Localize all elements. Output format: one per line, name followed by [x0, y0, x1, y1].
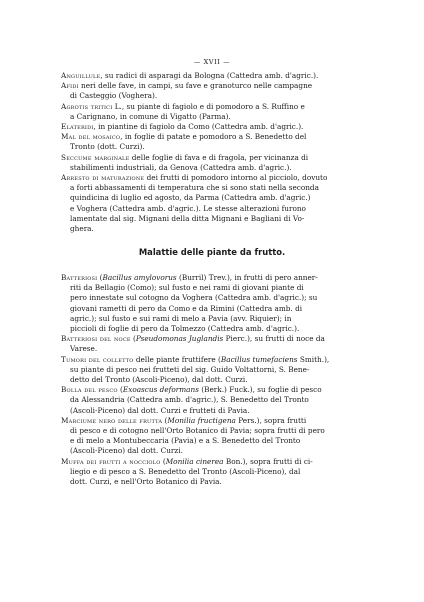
section-title: Malattie delle piante da frutto. — [138, 247, 286, 257]
entry-line: di Casteggio (Voghera). — [70, 91, 158, 101]
entry-latin-name: Monilia cinerea — [165, 456, 224, 466]
entry-line: quindicina di luglio ed agosto, da Parma (Cattedra amb. d'agric.) — [70, 193, 311, 203]
entry-first-line — [61, 355, 329, 364]
entry-first-line — [61, 122, 303, 131]
entry-term: Bolla del pesco — [61, 385, 118, 395]
entry-item — [61, 457, 361, 488]
entry-first-line — [61, 334, 325, 343]
entry-line: lamentate dal sig. Mignani della ditta Mignani e Bagliani di Vo- — [70, 213, 305, 223]
entry-line: Pers.), sopra frutti — [235, 415, 307, 425]
entry-pre: ( — [130, 334, 136, 344]
entry-latin-name: Bacillus amylovorus — [102, 273, 177, 282]
entry-line: a Carignano, in comune di Vigatto (Parma). — [70, 111, 231, 121]
entry-first-line — [61, 457, 313, 466]
entry-line: dott. Curzi, e nell'Orto Botanico di Pavia. — [70, 477, 222, 487]
entry-item — [61, 385, 361, 416]
entry-item — [61, 416, 361, 457]
fruit-disease-entries-list — [61, 273, 361, 487]
entry-line: Bon.), sopra frutti di ci- — [223, 456, 313, 466]
entry-pre: delle piante fruttifere ( — [133, 354, 221, 364]
entry-pre: ( — [162, 415, 168, 425]
entry-line: delle foglie di fava e di fragola, per vicinanza di — [129, 152, 309, 162]
pest-entries-list — [61, 71, 361, 234]
entry-line: e di melo a Montubeccaria (Pavia) e a S. Benedetto del Tronto — [70, 436, 301, 446]
entry-line: Varese. — [70, 344, 98, 354]
entry-latin-name: Exoascus deformans — [122, 385, 199, 395]
entry-line: e Voghera (Cattedra amb. d'agric.). Le stesse alterazioni furono — [70, 203, 306, 213]
entry-first-line — [61, 81, 312, 90]
entry-latin-name: Monilia fructigena — [167, 415, 236, 425]
entry-line: giovani rametti di pero da Como e da Rimini (Cattedra amb. di — [70, 303, 303, 313]
entry-first-line — [61, 153, 308, 162]
entry-line: neri delle fave, in campi, su fave e granoturco nelle campagne — [78, 81, 313, 91]
entry-item — [61, 273, 361, 334]
entry-line: riti da Bellagio (Como); sul fusto e nei rami di giovani piante di — [70, 283, 304, 293]
entry-line: liegio e di pesco a S. Benedetto del Tronto (Ascoli-Piceno), dal — [70, 466, 301, 476]
entry-line: , in piantine di fagiolo da Como (Cattedra amb. d'agric.). — [93, 122, 304, 132]
entry-term: Tumori del colletto — [61, 354, 134, 364]
page-header: — XVII — — [193, 58, 231, 66]
entry-line: da Alessandria (Cattedra amb. d'agric.), S. Benedetto del Tronto — [70, 395, 309, 405]
entry-line: piccioli di foglie di pero da Tolmezzo (Cattedra amb. d'agric.). — [70, 324, 300, 334]
entry-line: pero innestate sul cotogno da Voghera (Cattedra amb. d'agric.); su — [70, 293, 318, 303]
entry-line: detto del Tronto (Ascoli-Piceno), dal dott. Curzi. — [70, 375, 248, 385]
entry-line: su piante di pesco nei frutteti del sig. Guido Voltattorni, S. Bene- — [70, 364, 310, 374]
entry-line: di pesco e di cotogno nell'Orto Botanico di Pavia; sopra frutti di pero — [70, 426, 325, 436]
entry-line: Tronto (dott. Curzi). — [70, 142, 145, 152]
entry-first-line — [61, 273, 318, 282]
entry-line: stabilimenti industriali, da Genova (Cattedra amb. d'agric.). — [70, 162, 292, 172]
entry-line: , in foglie di patate e pomodoro a S. Benedetto del — [120, 132, 307, 142]
entry-term: Arresto di maturazione — [61, 173, 145, 183]
entry-line: dei frutti di pomodoro intorno al picciolo, dovuto — [144, 173, 328, 183]
entry-term: Anguillule — [61, 71, 101, 80]
entry-pre: ( — [97, 273, 103, 282]
entry-term: Batteriosi del noce — [61, 334, 131, 344]
entry-line: Pierc.), su frutti di noce da — [223, 334, 325, 344]
entry-item — [61, 122, 361, 132]
entry-term: Marciume nero delle frutta — [61, 415, 163, 425]
entry-term: Afidi — [61, 81, 79, 91]
entry-latin-name: Bacillus tumefaciens — [220, 354, 298, 364]
entry-pre: ( — [160, 456, 166, 466]
entry-latin-name: Pseudomonas Juglandis — [135, 334, 224, 344]
entry-line: , su radici di asparagi da Bologna (Cattedra amb. d'agric.). — [100, 71, 319, 80]
entry-line: L., su piante di fagiolo e di pomodoro a S. Ruffino e — [112, 101, 305, 111]
entry-item — [61, 71, 361, 81]
entry-term: Mal del mosaico — [61, 132, 121, 142]
entry-term: Muffa dei frutti a nocciolo — [61, 456, 161, 466]
entry-line: (Ascoli-Piceno) dal dott. Curzi. — [70, 446, 183, 456]
entry-first-line — [61, 385, 322, 394]
entry-item — [61, 334, 361, 354]
entry-first-line — [61, 71, 318, 80]
entry-line: (Ascoli-Piceno) dal dott. Curzi e frutteti di Pavia. — [70, 405, 250, 415]
entry-item — [61, 81, 361, 101]
entry-item — [61, 153, 361, 173]
entry-line: (Burril) Trev.), in frutti di pero anner- — [176, 273, 318, 282]
entry-term: Batteriosi — [61, 273, 98, 282]
entry-line: a forti abbassamenti di temperatura che si sono stati nella seconda — [70, 183, 319, 193]
entry-term: Seccume marginale — [61, 152, 130, 162]
entry-line: agric.); sul fusto e sui rami di melo a Pavia (avv. Riquier); in — [70, 313, 292, 323]
entry-line: ghera. — [70, 224, 94, 234]
entry-term: Agrotis tritici — [61, 101, 113, 111]
entry-line: Smith.), — [297, 354, 330, 364]
entry-first-line — [61, 102, 305, 111]
entry-item — [61, 173, 361, 234]
entry-term: Elateridi — [61, 122, 94, 132]
entry-item — [61, 132, 361, 152]
entry-first-line — [61, 173, 327, 182]
entry-first-line — [61, 416, 306, 425]
entry-item — [61, 355, 361, 386]
entry-item — [61, 102, 361, 122]
entry-line: (Berk.) Fuck.), su foglie di pesco — [198, 385, 322, 395]
entry-first-line — [61, 132, 306, 141]
entry-pre: ( — [117, 385, 123, 395]
